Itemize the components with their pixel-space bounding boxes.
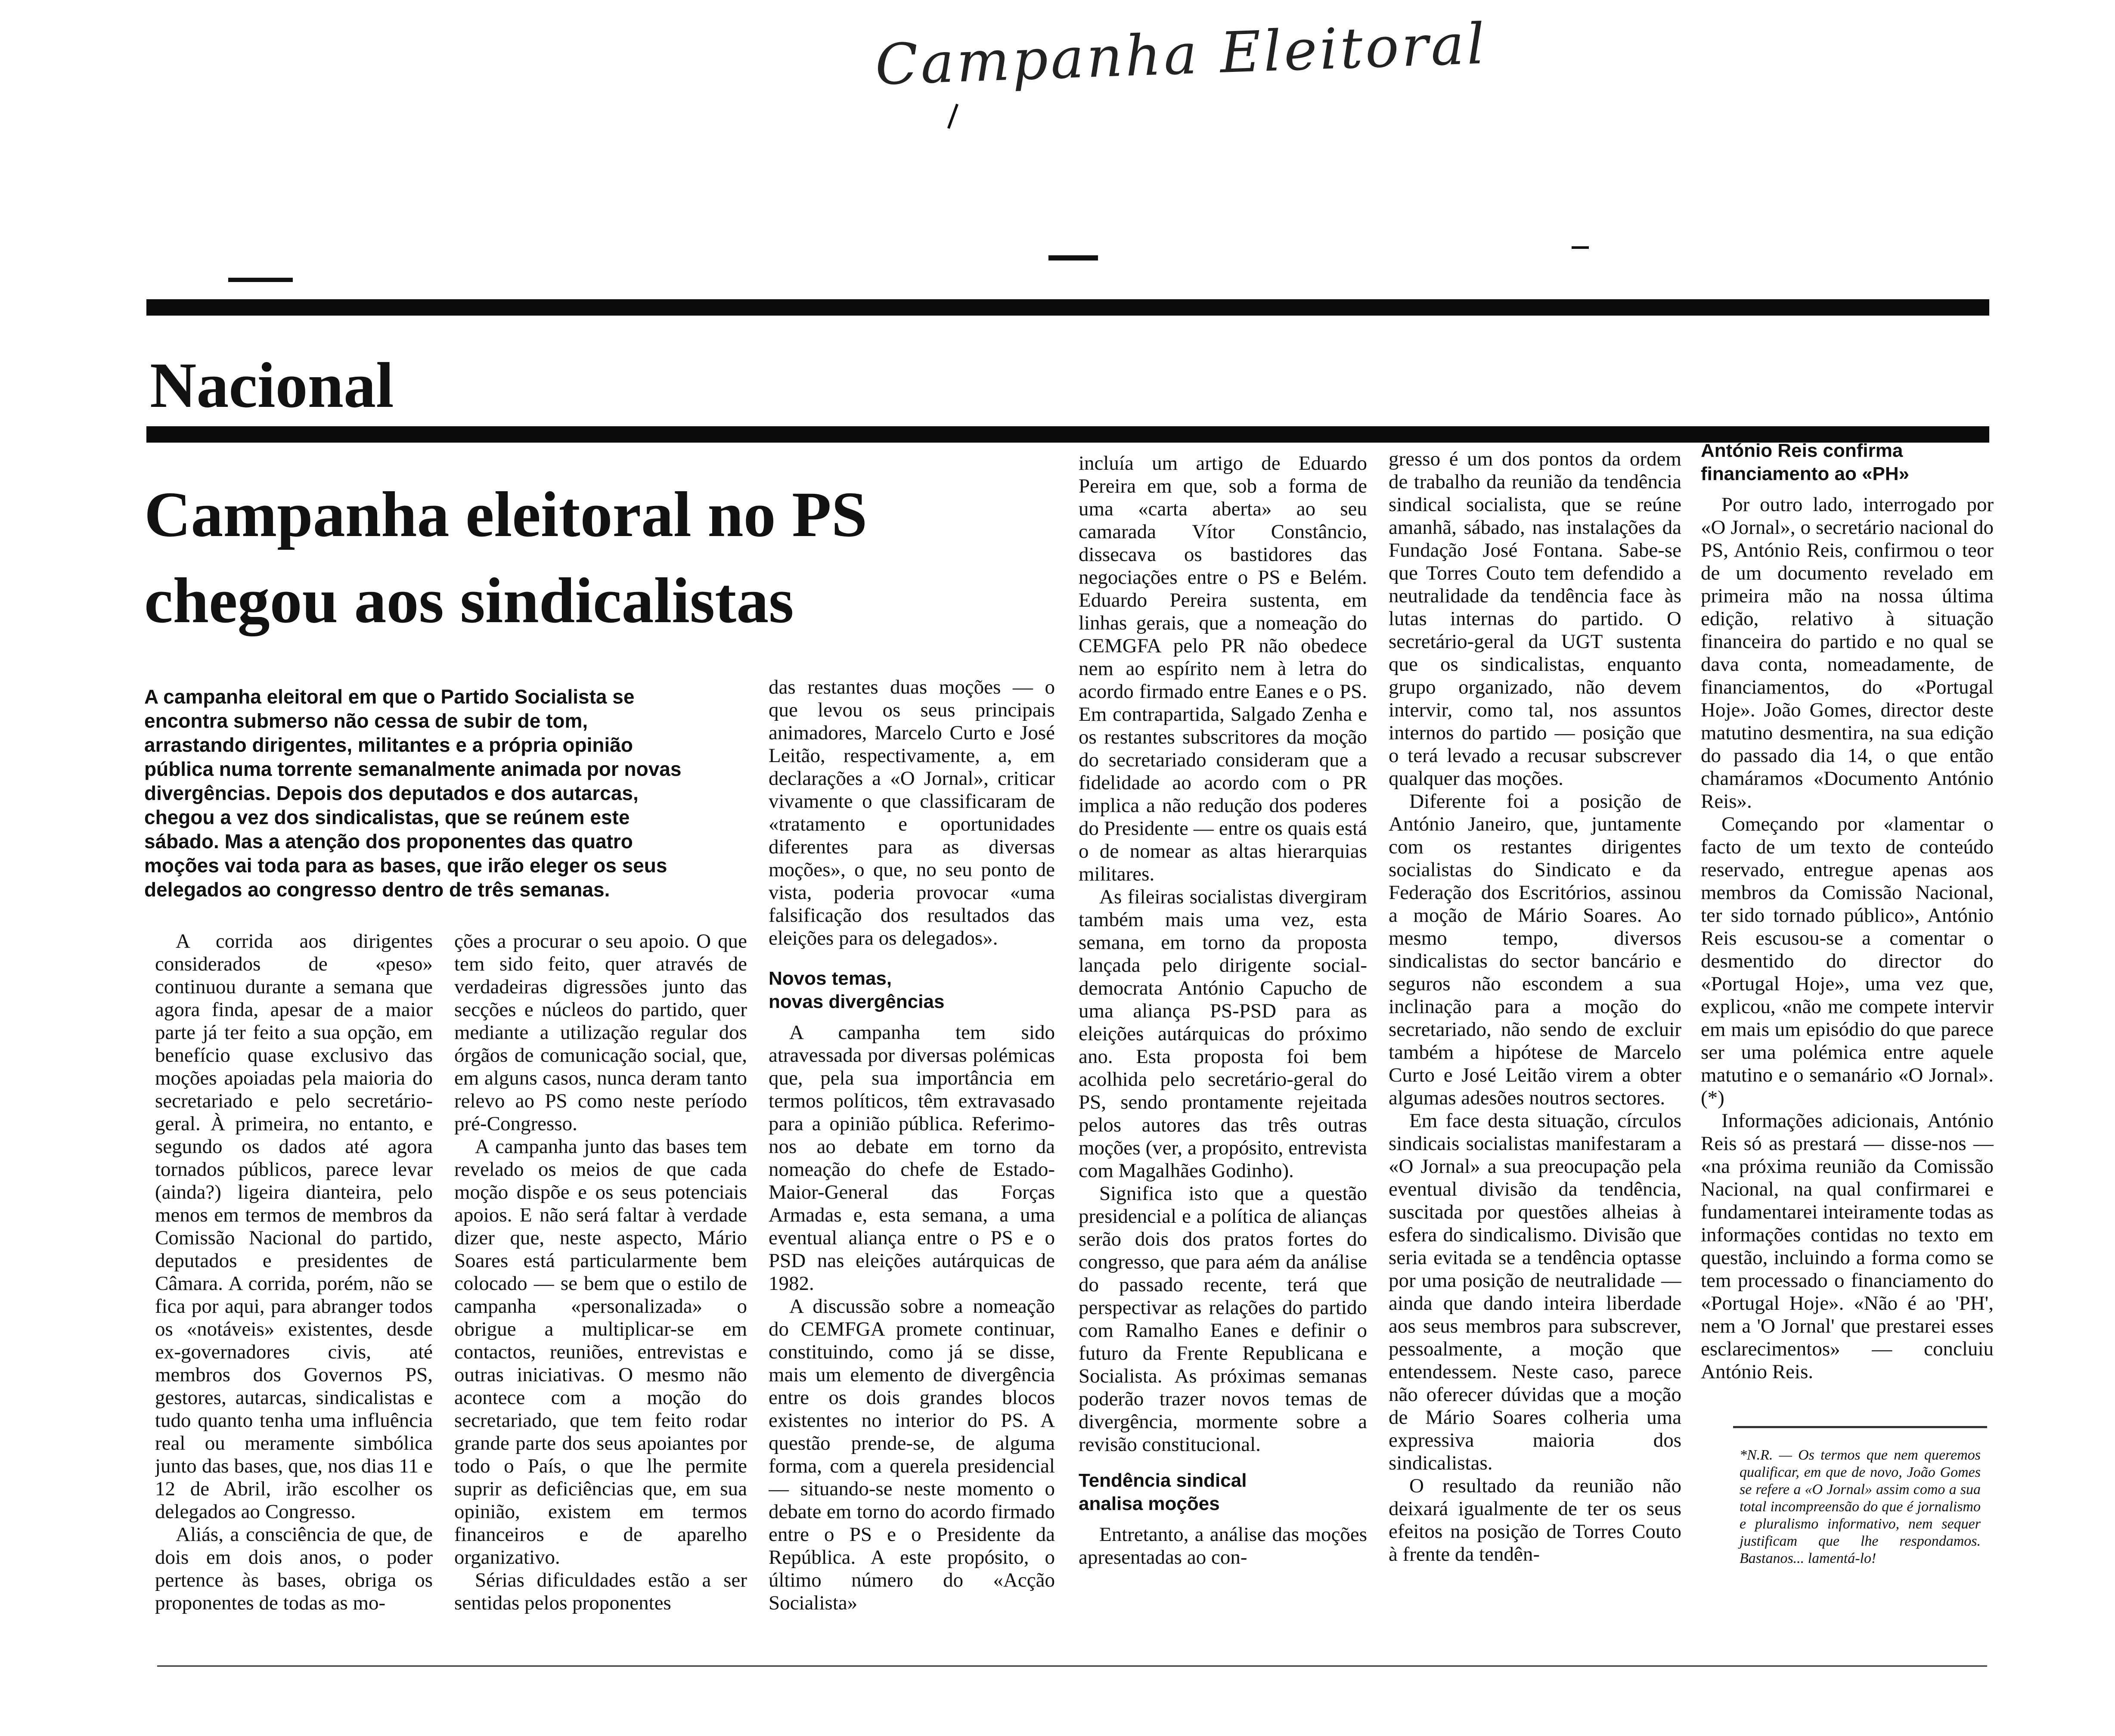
col6-paragraph-1: Por outro lado, interrogado por «O Jornal», o secretário nacional do PS, António Reis, confirmou o teor de um documento revelado em primeira mão na nossa última edição, relativo à situação financeira do partido e no qual se dava conta, nomeadamente, de financiamentos, do «Portugal Hoje». João Gomes, director deste matutino desmentira, na sua edição do passado dia 14, o que então chamáramos «Documento António Reis». — [1701, 493, 1994, 812]
column-6 — [1701, 439, 1994, 1429]
col5-paragraph-4: O resultado da reunião não deixará igualmente de ter os seus efeitos na posição de Torres Couto à frente da tendên- — [1389, 1475, 1681, 1566]
headline — [144, 471, 1048, 644]
col3-paragraph-2: A campanha tem sido atravessada por diversas polémicas que, pela sua importância em termos políticos, têm extravasado para a opinião pública. Referimo-nos ao debate em torno da nomeação do chefe de Estado-Maior-General das Forças Armadas e, esta semana, a uma eventual aliança entre o PS e o PSD nas eleições autárquicas de 1982. — [769, 1021, 1055, 1295]
col5-paragraph-1: gresso é um dos pontos da ordem de trabalho da reunião da tendência sindical socialista, que se reúne amanhã, sábado, nas instalações da Fundação José Fontana. Sabe-se que Torres Couto tem defendido a neutralidade da tendência face às lutas internas do partido. O secretário-geral da UGT sustenta que os sindicalistas, enquanto grupo organizado, não devem intervir, como tal, nos assuntos internos do partido — posição que o terá levado a recusar subscrever qualquer das moções. — [1389, 448, 1681, 790]
handwriting-tick — [947, 104, 958, 129]
note-rule — [1733, 1426, 1987, 1428]
col5-paragraph-2: Diferente foi a posição de António Janeiro, que, juntamente com os restantes dirigentes socialistas do Sindicato e da Federação dos Escritórios, assinou a moção de Mário Soares. Ao mesmo tempo, diversos sindicalistas do sector bancário e seguros não escondem a sua inclinação para a moção do secretariado, não sendo de excluir também a hipótese de Marcelo Curto e José Leitão virem a obter algumas adesões noutros sectores. — [1389, 790, 1681, 1109]
headline-line-1: Campanha eleitoral no PS — [144, 479, 868, 550]
col6-paragraph-3: Informações adicionais, António Reis só as prestará — disse-nos — «na próxima reunião da Comissão Nacional, na qual confirmarei e fundamentarei inteiramente todas as informações contidas no texto em questão, incluindo a forma como se tem processado o financiamento do «Portugal Hoje». «Não é ao 'PH', nem a 'O Jornal' que prestarei esses esclarecimentos» — concluiu António Reis. — [1701, 1110, 1994, 1383]
bottom-rule — [157, 1665, 1987, 1667]
column-1 — [155, 930, 433, 1645]
lead-text: A campanha eleitoral em que o Partido Socialista se encontra submerso não cessa de subir de tom, arrastando dirigentes, militantes e a própria opinião pública numa torrente semanalmente animada por novas divergências. Depois dos deputados e dos autarcas, chegou a vez dos sindicalistas, que se reúnem este sábado. Mas a atenção dos proponentes das quatro moções vai toda para as bases, que irão eleger os seus delegados ao congresso dentro de três semanas. — [144, 685, 682, 901]
col2-paragraph-3: Sérias dificuldades estão a ser sentidas pelos proponentes — [454, 1569, 747, 1614]
column-2 — [454, 930, 747, 1645]
subheading-antonio-reis-line-1: António Reis confirma — [1701, 440, 1903, 461]
subheading-tendencia-line-2: analisa moções — [1079, 1493, 1220, 1514]
editor-note: *N.R. — Os termos que nem queremos qualificar, em que de novo, João Gomes se refere a «O Jornal» assim como a sua total incompreensão do que é jornalismo e pluralismo informativo, nem sequer justificam que lhe respondamos. Bastanos... lamentá-lo! — [1740, 1447, 1981, 1566]
subheading-novos-temas-line-1: Novos temas, — [769, 968, 892, 989]
col4-paragraph-2: As fileiras socialistas divergiram também mais uma vez, esta semana, em torno da proposta lançada pelo dirigente social-democrata António Capucho de uma aliança PS-PSD para as eleições autárquicas do próximo ano. Esta proposta foi bem acolhida pelo secretário-geral do PS, sendo prontamente rejeitada pelos autores das três outras moções (ver, a propósito, entrevista com Magalhães Godinho). — [1079, 886, 1367, 1182]
column-5 — [1389, 448, 1681, 1645]
col2-paragraph-1: ções a procurar o seu apoio. O que tem sido feito, quer através de verdadeiras digressões junto das secções e núcleos do partido, quer mediante a utilização regular dos órgãos de comunicação social, que, em alguns casos, nunca deram tanto relevo ao PS como neste período pré-Congresso. — [454, 930, 747, 1135]
subheading-novos-temas — [769, 967, 1055, 1014]
subheading-tendencia-sindical — [1079, 1469, 1367, 1516]
col5-paragraph-3: Em face desta situação, círculos sindicais socialistas manifestaram a «O Jornal» a sua preocupação pela eventual divisão da tendência, suscitada por questões alheias à esfera do sindicalismo. Divisão que seria evitada se a tendência optasse por uma posição de neutralidade — ainda que dando inteira liberdade aos seus membros para subscrever, pessoalmente, a moção que entendessem. Neste caso, parece não oferecer dúvidas que a moção de Mário Soares colheria uma expressiva maioria dos sindicalistas. — [1389, 1110, 1681, 1474]
subheading-antonio-reis-line-2: financiamento ao «PH» — [1701, 463, 1910, 484]
headline-line-2: chegou aos sindicalistas — [144, 565, 794, 636]
subheading-novos-temas-line-2: novas divergências — [769, 991, 945, 1012]
subheading-tendencia-line-1: Tendência sindical — [1079, 1470, 1247, 1491]
col1-paragraph-2: Aliás, a consciência de que, de dois em dois anos, o poder pertence às bases, obriga os proponentes de todas as mo- — [155, 1523, 433, 1614]
subheading-antonio-reis — [1701, 439, 1994, 486]
col1-paragraph-1: A corrida aos dirigentes considerados de «peso» continuou durante a semana que agora finda, apesar de a maior parte já ter feito a sua opção, em benefício quase exclusivo das moções apoiadas pela maioria do secretariado e pelo secretário-geral. À primeira, no entanto, e segundo os dados até agora tornados públicos, parece levar (ainda?) ligeira dianteira, pelo menos em termos de membros da Comissão Nacional do partido, deputados e presidentes de Câmara. A corrida, porém, não se fica por aqui, para abranger todos os «notáveis» existentes, desde ex-governadores civis, até membros dos Governos PS, gestores, autarcas, sindicalistas e tudo quanto tenha uma influência real ou meramente simbólica junto das bases, que, nos dias 11 e 12 de Abril, irão escolher os delegados ao Congresso. — [155, 930, 433, 1523]
col4-paragraph-1: incluía um artigo de Eduardo Pereira em que, sob a forma de uma «carta aberta» ao seu camarada Vítor Constâncio, dissecava os bastidores das negociações entre o PS e Belém. Eduardo Pereira sustenta, em linhas gerais, que a nomeação do CEMGFA pelo PR não obedece nem ao espírito nem à letra do acordo firmado entre Eanes e o PS. Em contrapartida, Salgado Zenha e os restantes subscritores da moção do secretariado consideram que a fidelidade ao acordo com o PR implica a não redução dos poderes do Presidente — entre os quais está o de nomear as altas hierarquias militares. — [1079, 452, 1367, 885]
column-4 — [1079, 452, 1367, 1645]
col4-paragraph-4: Entretanto, a análise das moções apresentadas ao con- — [1079, 1523, 1367, 1569]
col3-paragraph-1: das restantes duas moções — o que levou os seus principais animadores, Marcelo Curto e José Leitão, respectivamente, a, em declarações a «O Jornal», criticar vivamente o que classificaram de «tratamento e oportunidades diferentes para as diversas moções», o que, no seu ponto de vista, poderia provocar «uma falsificação dos resultados das eleições para os delegados». — [769, 676, 1055, 949]
stray-mark-right — [1572, 246, 1589, 249]
col3-paragraph-3: A discussão sobre a nomeação do CEMFGA promete continuar, constituindo, como já se disse, mais um elemento de divergência entre os dois grandes blocos existentes no interior do PS. A questão prende-se, de alguma forma, com a querela presidencial — situando-se neste momento o debate em torno do acordo firmado entre o PS e o Presidente da República. A este propósito, o último número do «Acção Socialista» — [769, 1295, 1055, 1614]
lead-paragraph — [144, 685, 691, 902]
col4-paragraph-3: Significa isto que a questão presidencial e a política de alianças serão dois dos pratos fortes do congresso, que para aém da análise do passado recente, terá que perspectivar as relações do partido com Ramalho Eanes e definir o futuro da Frente Republicana e Socialista. As próximas semanas poderão trazer novos temas de divergência, mormente sobre a revisão constitucional. — [1079, 1182, 1367, 1456]
col6-paragraph-2: Começando por «lamentar o facto de um texto de conteúdo reservado, entregue apenas aos membros da Comissão Nacional, ter sido tornado público», António Reis escusou-se a comentar o desmentido do director do «Portugal Hoje», uma vez que, explicou, «não me compete intervir em mais um episódio do que parece ser uma polémica entre aquele matutino e o semanário «O Jornal». (*) — [1701, 813, 1994, 1109]
handwritten-note: Campanha Eleitoral — [874, 11, 1489, 98]
top-rule — [146, 299, 1989, 316]
section-title: Nacional — [150, 350, 394, 421]
column-3 — [769, 676, 1055, 1645]
stray-mark-left — [228, 278, 293, 282]
col2-paragraph-2: A campanha junto das bases tem revelado os meios de que cada moção dispõe e os seus potenciais apoios. E não será faltar à verdade dizer que, neste aspecto, Mário Soares está particularmente bem colocado — se bem que o estilo de campanha «personalizada» o obrigue a multiplicar-se em contactos, reuniões, entrevistas e outras iniciativas. O mesmo não acontece com a moção do secretariado, que tem feito rodar grande parte dos seus apoiantes por todo o País, o que lhe permite suprir as deficiências que, em sua opinião, existem em termos financeiros e de aparelho organizativo. — [454, 1135, 747, 1569]
stray-mark-center — [1048, 255, 1098, 260]
